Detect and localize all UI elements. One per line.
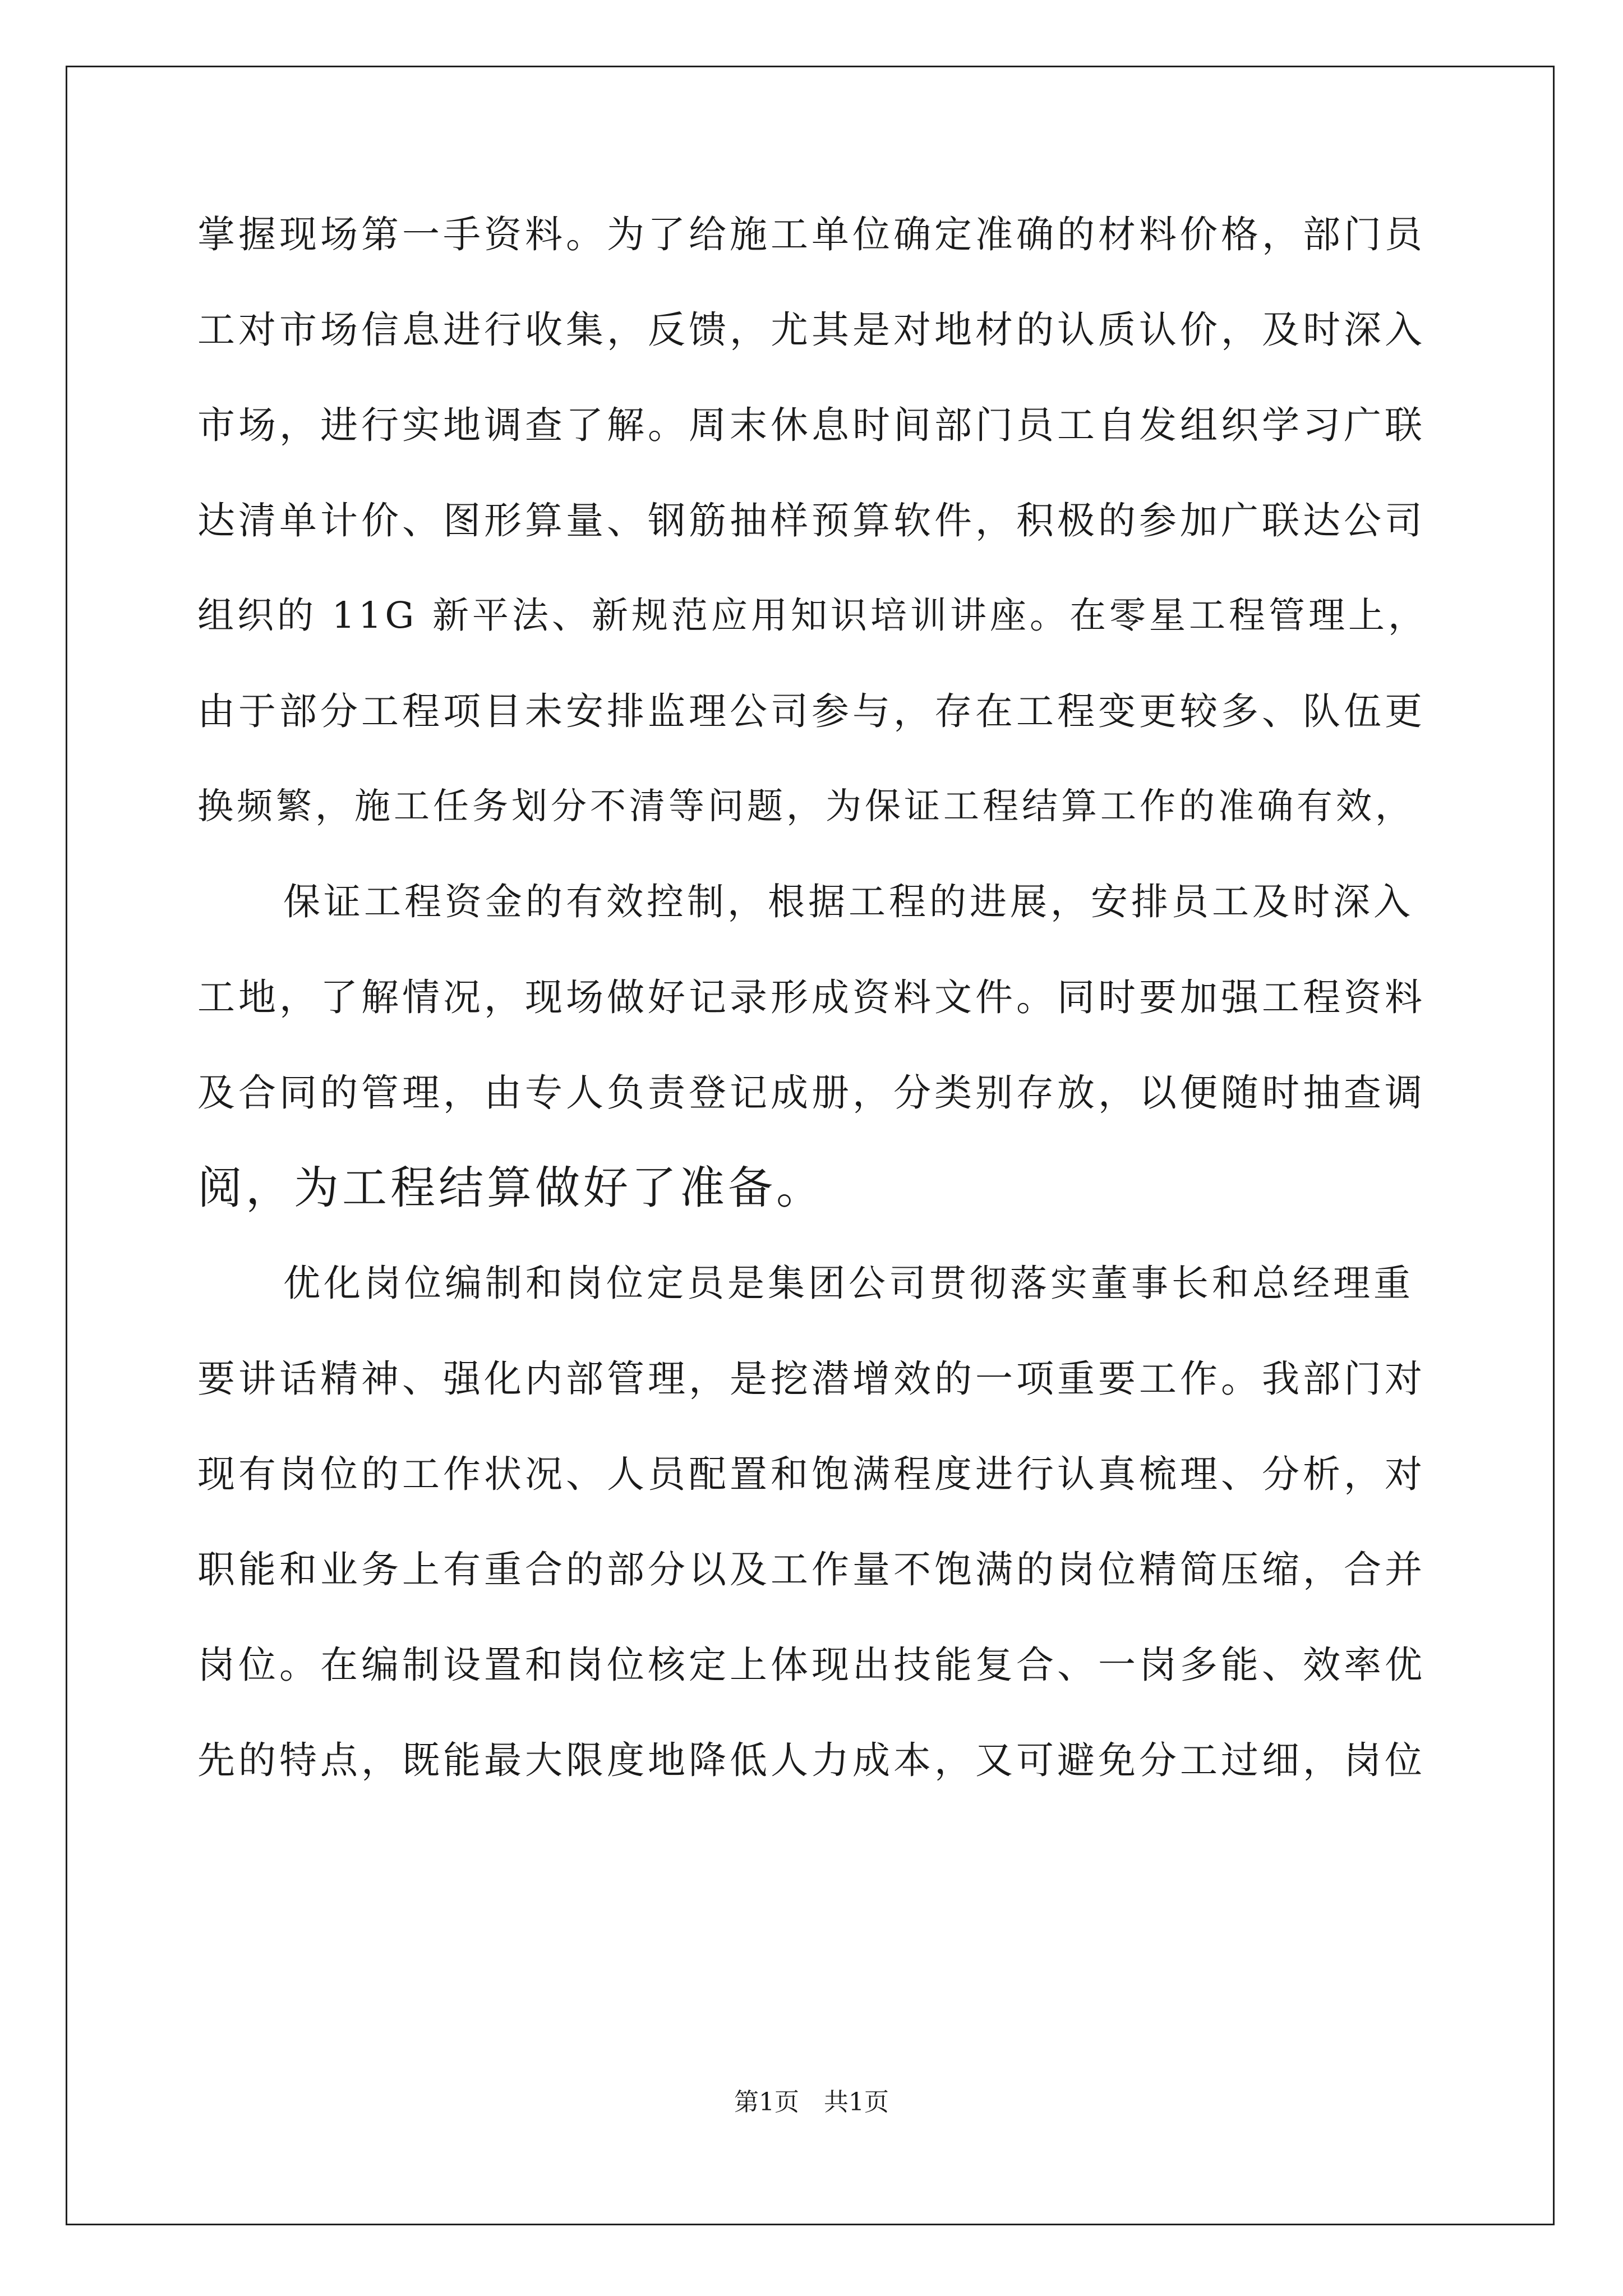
- text-line-6: 由于部分工程项目未安排监理公司参与，存在工程变更较多、队伍更: [197, 689, 1426, 733]
- text-line-17: 先的特点，既能最大限度地降低人力成本，又可避免分工过细，岗位: [197, 1738, 1426, 1782]
- text-line-15: 职能和业务上有重合的部分以及工作量不饱满的岗位精简压缩，合并: [197, 1548, 1426, 1591]
- text-line-10: 及合同的管理，由专人负责登记成册，分类别存放，以便随时抽查调: [197, 1071, 1426, 1115]
- text-line-2: 工对市场信息进行收集，反馈，尤其是对地材的认质认价，及时深入: [197, 308, 1426, 352]
- text-line-3: 市场，进行实地调查了解。周末休息时间部门员工自发组织学习广联: [197, 403, 1426, 447]
- text-line-14: 现有岗位的工作状况、人员配置和饱满程度进行认真梳理、分析，对: [197, 1452, 1426, 1496]
- text-line-12: 优化岗位编制和岗位定员是集团公司贯彻落实董事长和总经理重: [283, 1262, 1414, 1305]
- text-line-4: 达清单计价、图形算量、钢筋抽样预算软件，积极的参加广联达公司: [197, 499, 1426, 542]
- text-line-11: 阅，为工程结算做好了准备。: [197, 1162, 824, 1214]
- page-footer: [0, 2086, 1623, 2119]
- page-number: 第1页: [734, 2088, 799, 2116]
- text-line-13: 要讲话精神、强化内部管理，是挖潜增效的一项重要工作。我部门对: [197, 1357, 1426, 1401]
- text-line-16: 岗位。在编制设置和岗位核定上体现出技能复合、一岗多能、效率优: [197, 1643, 1426, 1687]
- text-line-8: 保证工程资金的有效控制，根据工程的进展，安排员工及时深入: [283, 880, 1414, 923]
- text-line-9: 工地，了解情况，现场做好记录形成资料文件。同时要加强工程资料: [197, 976, 1426, 1019]
- text-line-7: 换频繁，施工任务划分不清等问题，为保证工程结算工作的准确有效，: [197, 786, 1414, 827]
- page-total: 共1页: [824, 2088, 889, 2116]
- text-line-1: 掌握现场第一手资料。为了给施工单位确定准确的材料价格，部门员: [197, 213, 1426, 256]
- text-line-5: 组织的 11G 新平法、新规范应用知识培训讲座。在零星工程管理上，: [197, 595, 1428, 637]
- page-border: [66, 66, 1555, 2225]
